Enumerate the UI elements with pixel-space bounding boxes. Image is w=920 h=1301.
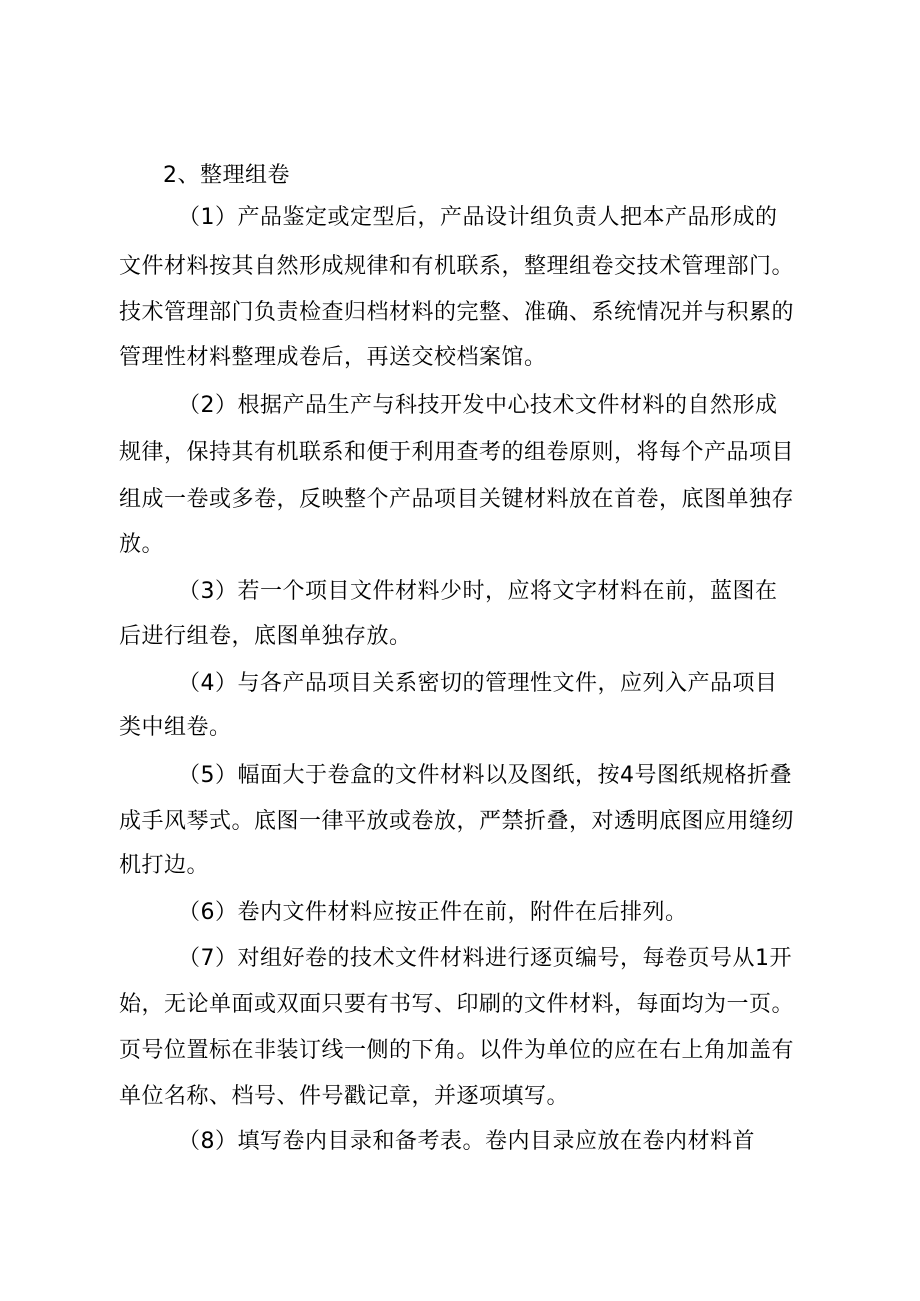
text-line: 类中组卷。 bbox=[119, 715, 232, 740]
text-line: 页号位置标在非装订线一侧的下角。以件为单位的应在右上角加盖有 bbox=[119, 1038, 795, 1063]
text-line: 规律，保持其有机联系和便于利用查考的组卷原则，将每个产品项目 bbox=[119, 440, 795, 465]
text-line: 机打边。 bbox=[119, 853, 210, 878]
text-line: （8）填写卷内目录和备考表。卷内目录应放在卷内材料首 bbox=[178, 1129, 755, 1154]
text-line: 单位名称、档号、件号戳记章，并逐项填写。 bbox=[119, 1084, 570, 1109]
section-heading: 2、整理组卷 bbox=[163, 163, 290, 188]
text-line: 始，无论单面或双面只要有书写、印刷的文件材料，每面均为一页。 bbox=[119, 992, 795, 1017]
text-line: （7）对组好卷的技术文件材料进行逐页编号，每卷页号从1开 bbox=[178, 946, 792, 971]
text-line: （4）与各产品项目关系密切的管理性文件，应列入产品项目 bbox=[178, 671, 778, 696]
text-line: 文件材料按其自然形成规律和有机联系，整理组卷交技术管理部门。 bbox=[119, 254, 795, 279]
text-line: 技术管理部门负责检查归档材料的完整、准确、系统情况并与积累的 bbox=[119, 300, 795, 325]
text-line: 管理性材料整理成卷后，再送交校档案馆。 bbox=[119, 345, 547, 370]
text-line: （5）幅面大于卷盒的文件材料以及图纸，按4号图纸规格折叠 bbox=[178, 763, 792, 788]
text-line: （1）产品鉴定或定型后，产品设计组负责人把本产品形成的 bbox=[178, 205, 778, 230]
text-line: （2）根据产品生产与科技开发中心技术文件材料的自然形成 bbox=[178, 393, 778, 418]
text-line: （6）卷内文件材料应按正件在前，附件在后排列。 bbox=[178, 900, 688, 925]
text-line: 放。 bbox=[119, 532, 165, 557]
text-line: 成手风琴式。底图一律平放或卷放，严禁折叠，对透明底图应用缝纫 bbox=[119, 809, 795, 834]
text-line: 组成一卷或多卷，反映整个产品项目关键材料放在首卷，底图单独存 bbox=[119, 487, 795, 512]
text-line: （3）若一个项目文件材料少时，应将文字材料在前，蓝图在 bbox=[178, 579, 778, 604]
text-line: 后进行组卷，底图单独存放。 bbox=[119, 624, 412, 649]
